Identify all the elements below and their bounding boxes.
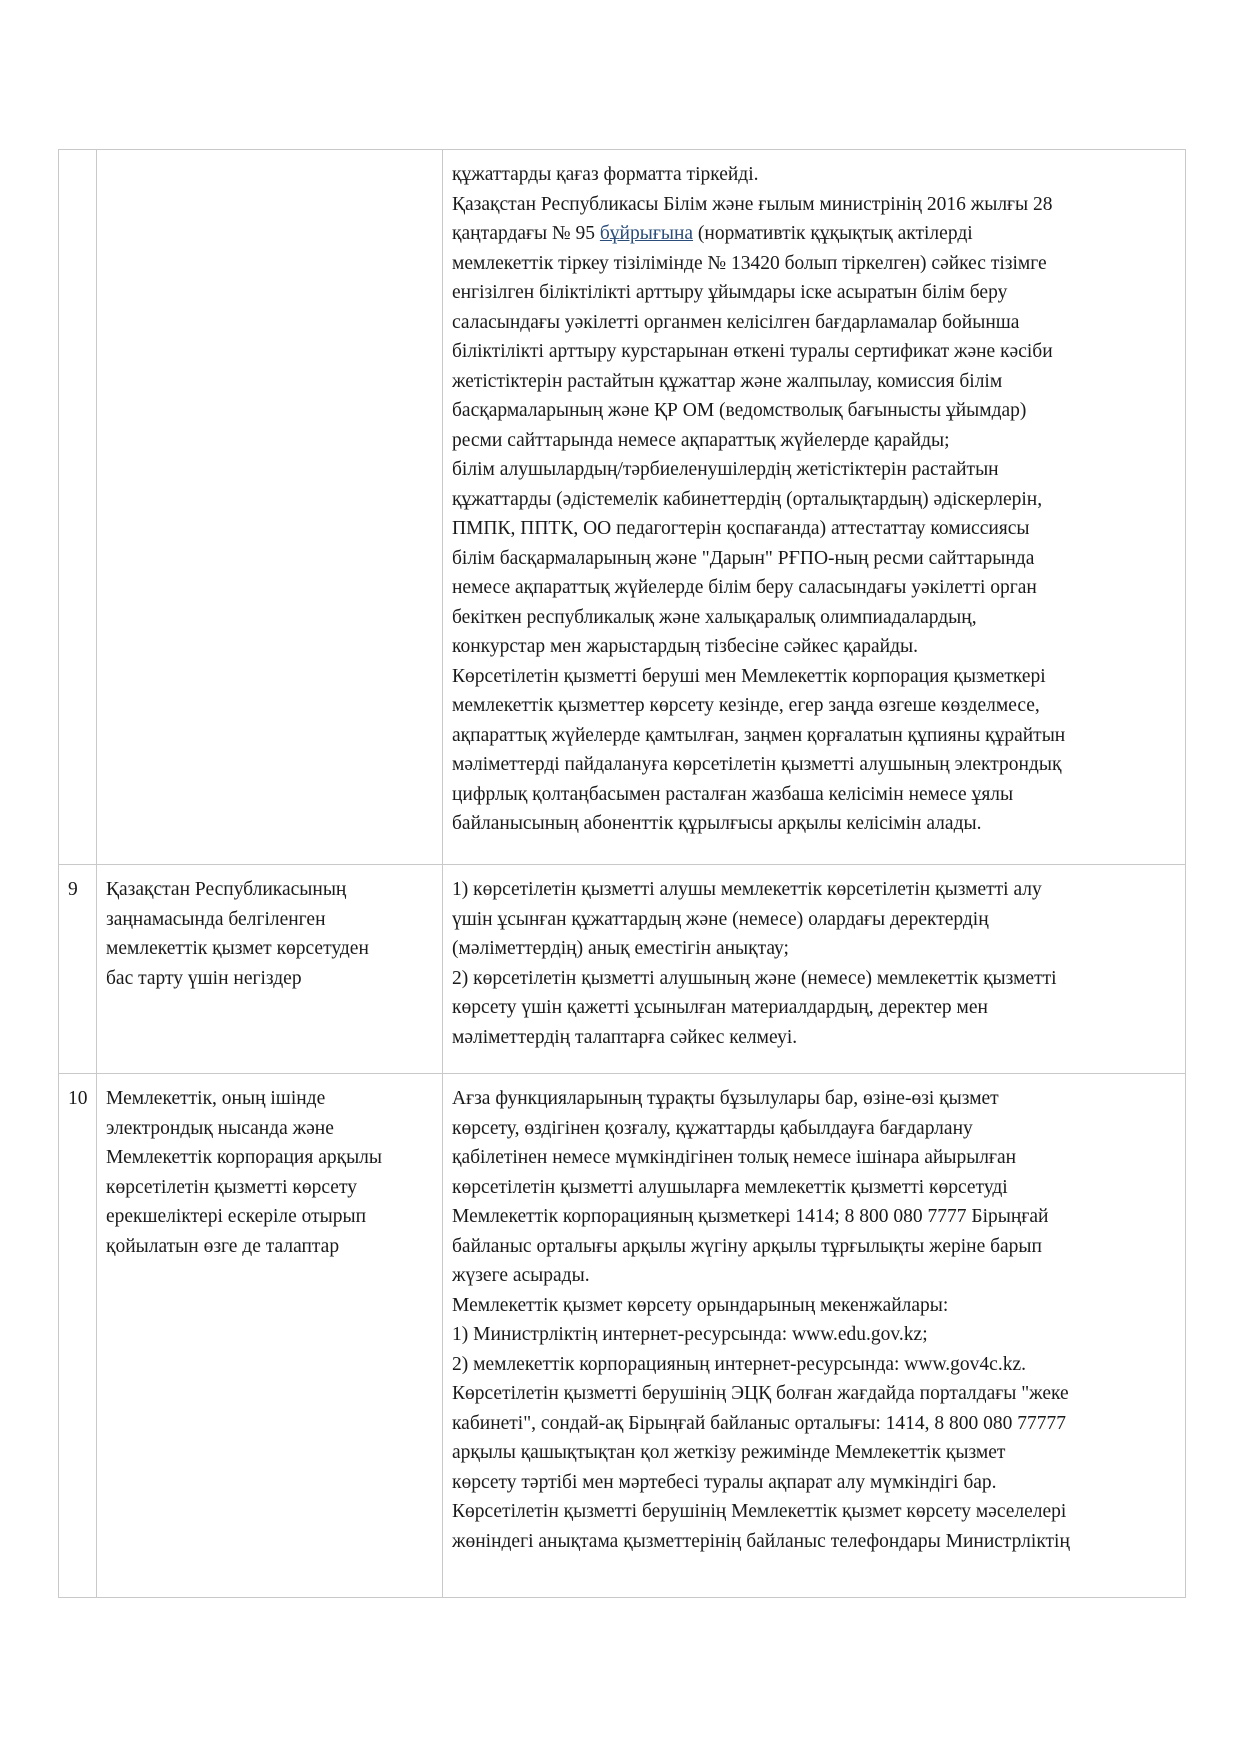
- content-line: білім алушылардың/тәрбиеленушілердің жетістіктерін растайтын: [452, 459, 999, 480]
- content-line: (мәліметтердің) анық еместігін анықтау;: [452, 938, 789, 959]
- content-line: көрсету үшін қажетті ұсынылған материалдардың, деректер мен: [452, 997, 988, 1018]
- document-page: [58, 149, 1185, 1598]
- content-line: Мемлекеттік қызмет көрсету орындарының мекенжайлары:: [452, 1294, 949, 1316]
- text-run: қаңтардағы № 95: [452, 223, 600, 244]
- content-line: құжаттарды қағаз форматта тіркейді.: [452, 164, 759, 185]
- content-line: ПМПК, ППТК, ОО педагогтерін қоспағанда) аттестаттау комиссиясы: [452, 518, 1030, 539]
- table-row: [59, 1074, 1186, 1598]
- content-line: Қазақстан Республикасы Білім және ғылым министрінің 2016 жылғы 28: [452, 193, 1053, 215]
- content-line: цифрлық қолтаңбасымен расталған жазбаша келісімін немесе ұялы: [452, 783, 1014, 805]
- content-line: жөніндегі анықтама қызметтерінің байланыс телефондары Министрліктің: [452, 1530, 1070, 1552]
- content-line: біліктілікті арттыру курстарынан өткені туралы сертификат және кәсіби: [452, 341, 1053, 362]
- name-line: көрсетілетін қызметті көрсету: [106, 1176, 357, 1198]
- content-line: Көрсетілетін қызметті беруші мен Мемлекеттік корпорация қызметкері: [452, 665, 1046, 687]
- content-line: көрсетілетін қызметті алушыларға мемлекеттік қызметті көрсетуді: [452, 1176, 1008, 1198]
- content-line: басқармаларының және ҚР ОМ (ведомстволық бағынысты ұйымдар): [452, 400, 1027, 421]
- content-line: 2) мемлекеттік корпорацияның интернет-ресурсында: www.gov4c.kz.: [452, 1353, 1026, 1375]
- content-line: мемлекеттік тіркеу тізілімінде № 13420 болып тіркелген) сәйкес тізімге: [452, 252, 1047, 274]
- content-line: Мемлекеттік корпорацияның қызметкері 1414; 8 800 080 7777 Бірыңғай: [452, 1206, 1049, 1227]
- content-line: Көрсетілетін қызметті берушінің Мемлекеттік қызмет көрсету мәселелері: [452, 1501, 1067, 1522]
- content-line: ақпараттық жүйелерде қамтылған, заңмен қорғалатын құпияны құрайтын: [452, 724, 1066, 746]
- content-line: конкурстар мен жарыстардың тізбесіне сәйкес қарайды.: [452, 636, 919, 657]
- content-line: мәліметтердің талаптарға сәйкес келмеуі.: [452, 1026, 798, 1048]
- content-line: Көрсетілетін қызметті берушінің ЭЦҚ болған жағдайда порталдағы "жеке: [452, 1383, 1069, 1404]
- name-line: электрондық нысанда және: [106, 1117, 334, 1139]
- content-line: құжаттарды (әдістемелік кабинеттердің (орталықтардың) әдіскерлерін,: [452, 488, 1043, 510]
- content-line: 2) көрсетілетін қызметті алушының және (немесе) мемлекеттік қызметті: [452, 967, 1057, 989]
- content-line: енгізілген біліктілікті арттыру ұйымдары іске асыратын білім беру: [452, 282, 1008, 303]
- name-line: бас тарту үшін негіздер: [106, 967, 302, 989]
- row-name-cell: [97, 1074, 443, 1598]
- row-content-cell: [443, 150, 1186, 865]
- content-line: байланысының абоненттік құрылғысы арқылы келісімін алады.: [452, 813, 982, 834]
- content-line: мемлекеттік қызметтер көрсету кезінде, егер заңда өзгеше көзделмесе,: [452, 695, 1040, 716]
- row-name-cell: [97, 150, 443, 865]
- row-number-cell: [59, 150, 97, 865]
- content-line: ресми сайттарында немесе ақпараттық жүйелерде қарайды;: [452, 429, 950, 451]
- standard-table: [58, 149, 1186, 1598]
- row-number-cell: 9: [59, 865, 97, 1074]
- order-link[interactable]: бұйрығына: [599, 223, 694, 244]
- content-line: қабілетінен немесе мүмкіндігінен толық немесе ішінара айырылған: [452, 1147, 1017, 1168]
- row-content-cell: [443, 1074, 1186, 1598]
- content-line: білім басқармаларының және "Дарын" РҒПО-ның ресми сайттарында: [452, 547, 1035, 569]
- table-row: [59, 150, 1186, 865]
- content-line: немесе ақпараттық жүйелерде білім беру саласындағы уәкілетті орган: [452, 577, 1037, 598]
- content-line: мәліметтерді пайдалануға көрсетілетін қызметті алушының электрондық: [452, 754, 1062, 775]
- content-line: көрсету тәртібі мен мәртебесі туралы ақпарат алу мүмкіндігі бар.: [452, 1471, 997, 1493]
- name-line: Мемлекеттік корпорация арқылы: [106, 1147, 383, 1168]
- content-line: байланыс орталығы арқылы жүгіну арқылы тұрғылықты жеріне барып: [452, 1235, 1042, 1257]
- row-name-cell: [97, 865, 443, 1074]
- content-line: саласындағы уәкілетті органмен келісілген бағдарламалар бойынша: [452, 311, 1020, 333]
- content-line: [452, 219, 1176, 249]
- content-line: жетістіктерін растайтын құжаттар және жалпылау, комиссия білім: [452, 370, 1003, 392]
- name-line: Қазақстан Республикасының: [106, 879, 347, 900]
- content-line: үшін ұсынған құжаттардың және (немесе) олардағы деректердің: [452, 908, 989, 930]
- content-line: жүзеге асырады.: [452, 1265, 590, 1286]
- content-line: Ағза функцияларының тұрақты бұзылулары бар, өзіне-өзі қызмет: [452, 1088, 999, 1109]
- text-run: (нормативтік құқықтық актілерді: [693, 223, 973, 244]
- name-line: мемлекеттік қызмет көрсетуден: [106, 938, 369, 959]
- content-line: көрсету, өздігінен қозғалу, құжаттарды қабылдауға бағдарлану: [452, 1117, 973, 1139]
- content-line: бекіткен республикалық және халықаралық олимпиадалардың,: [452, 606, 977, 628]
- content-line: арқылы қашықтықтан қол жеткізу режимінде Мемлекеттік қызмет: [452, 1442, 1006, 1463]
- name-line: заңнамасында белгіленген: [106, 908, 326, 930]
- content-line: 1) Министрліктің интернет-ресурсында: www.edu.gov.kz;: [452, 1324, 928, 1345]
- name-line: ерекшеліктері ескеріле отырып: [106, 1206, 367, 1227]
- content-line: 1) көрсетілетін қызметті алушы мемлекеттік көрсетілетін қызметті алу: [452, 879, 1042, 900]
- content-line: кабинеті", сондай-ақ Бірыңғай байланыс орталығы: 1414, 8 800 080 77777: [452, 1412, 1067, 1434]
- name-line: Мемлекеттік, оның ішінде: [106, 1088, 326, 1109]
- table-row: [59, 865, 1186, 1074]
- row-content-cell: [443, 865, 1186, 1074]
- name-line: қойылатын өзге де талаптар: [106, 1235, 340, 1257]
- row-number-cell: 10: [59, 1074, 97, 1598]
